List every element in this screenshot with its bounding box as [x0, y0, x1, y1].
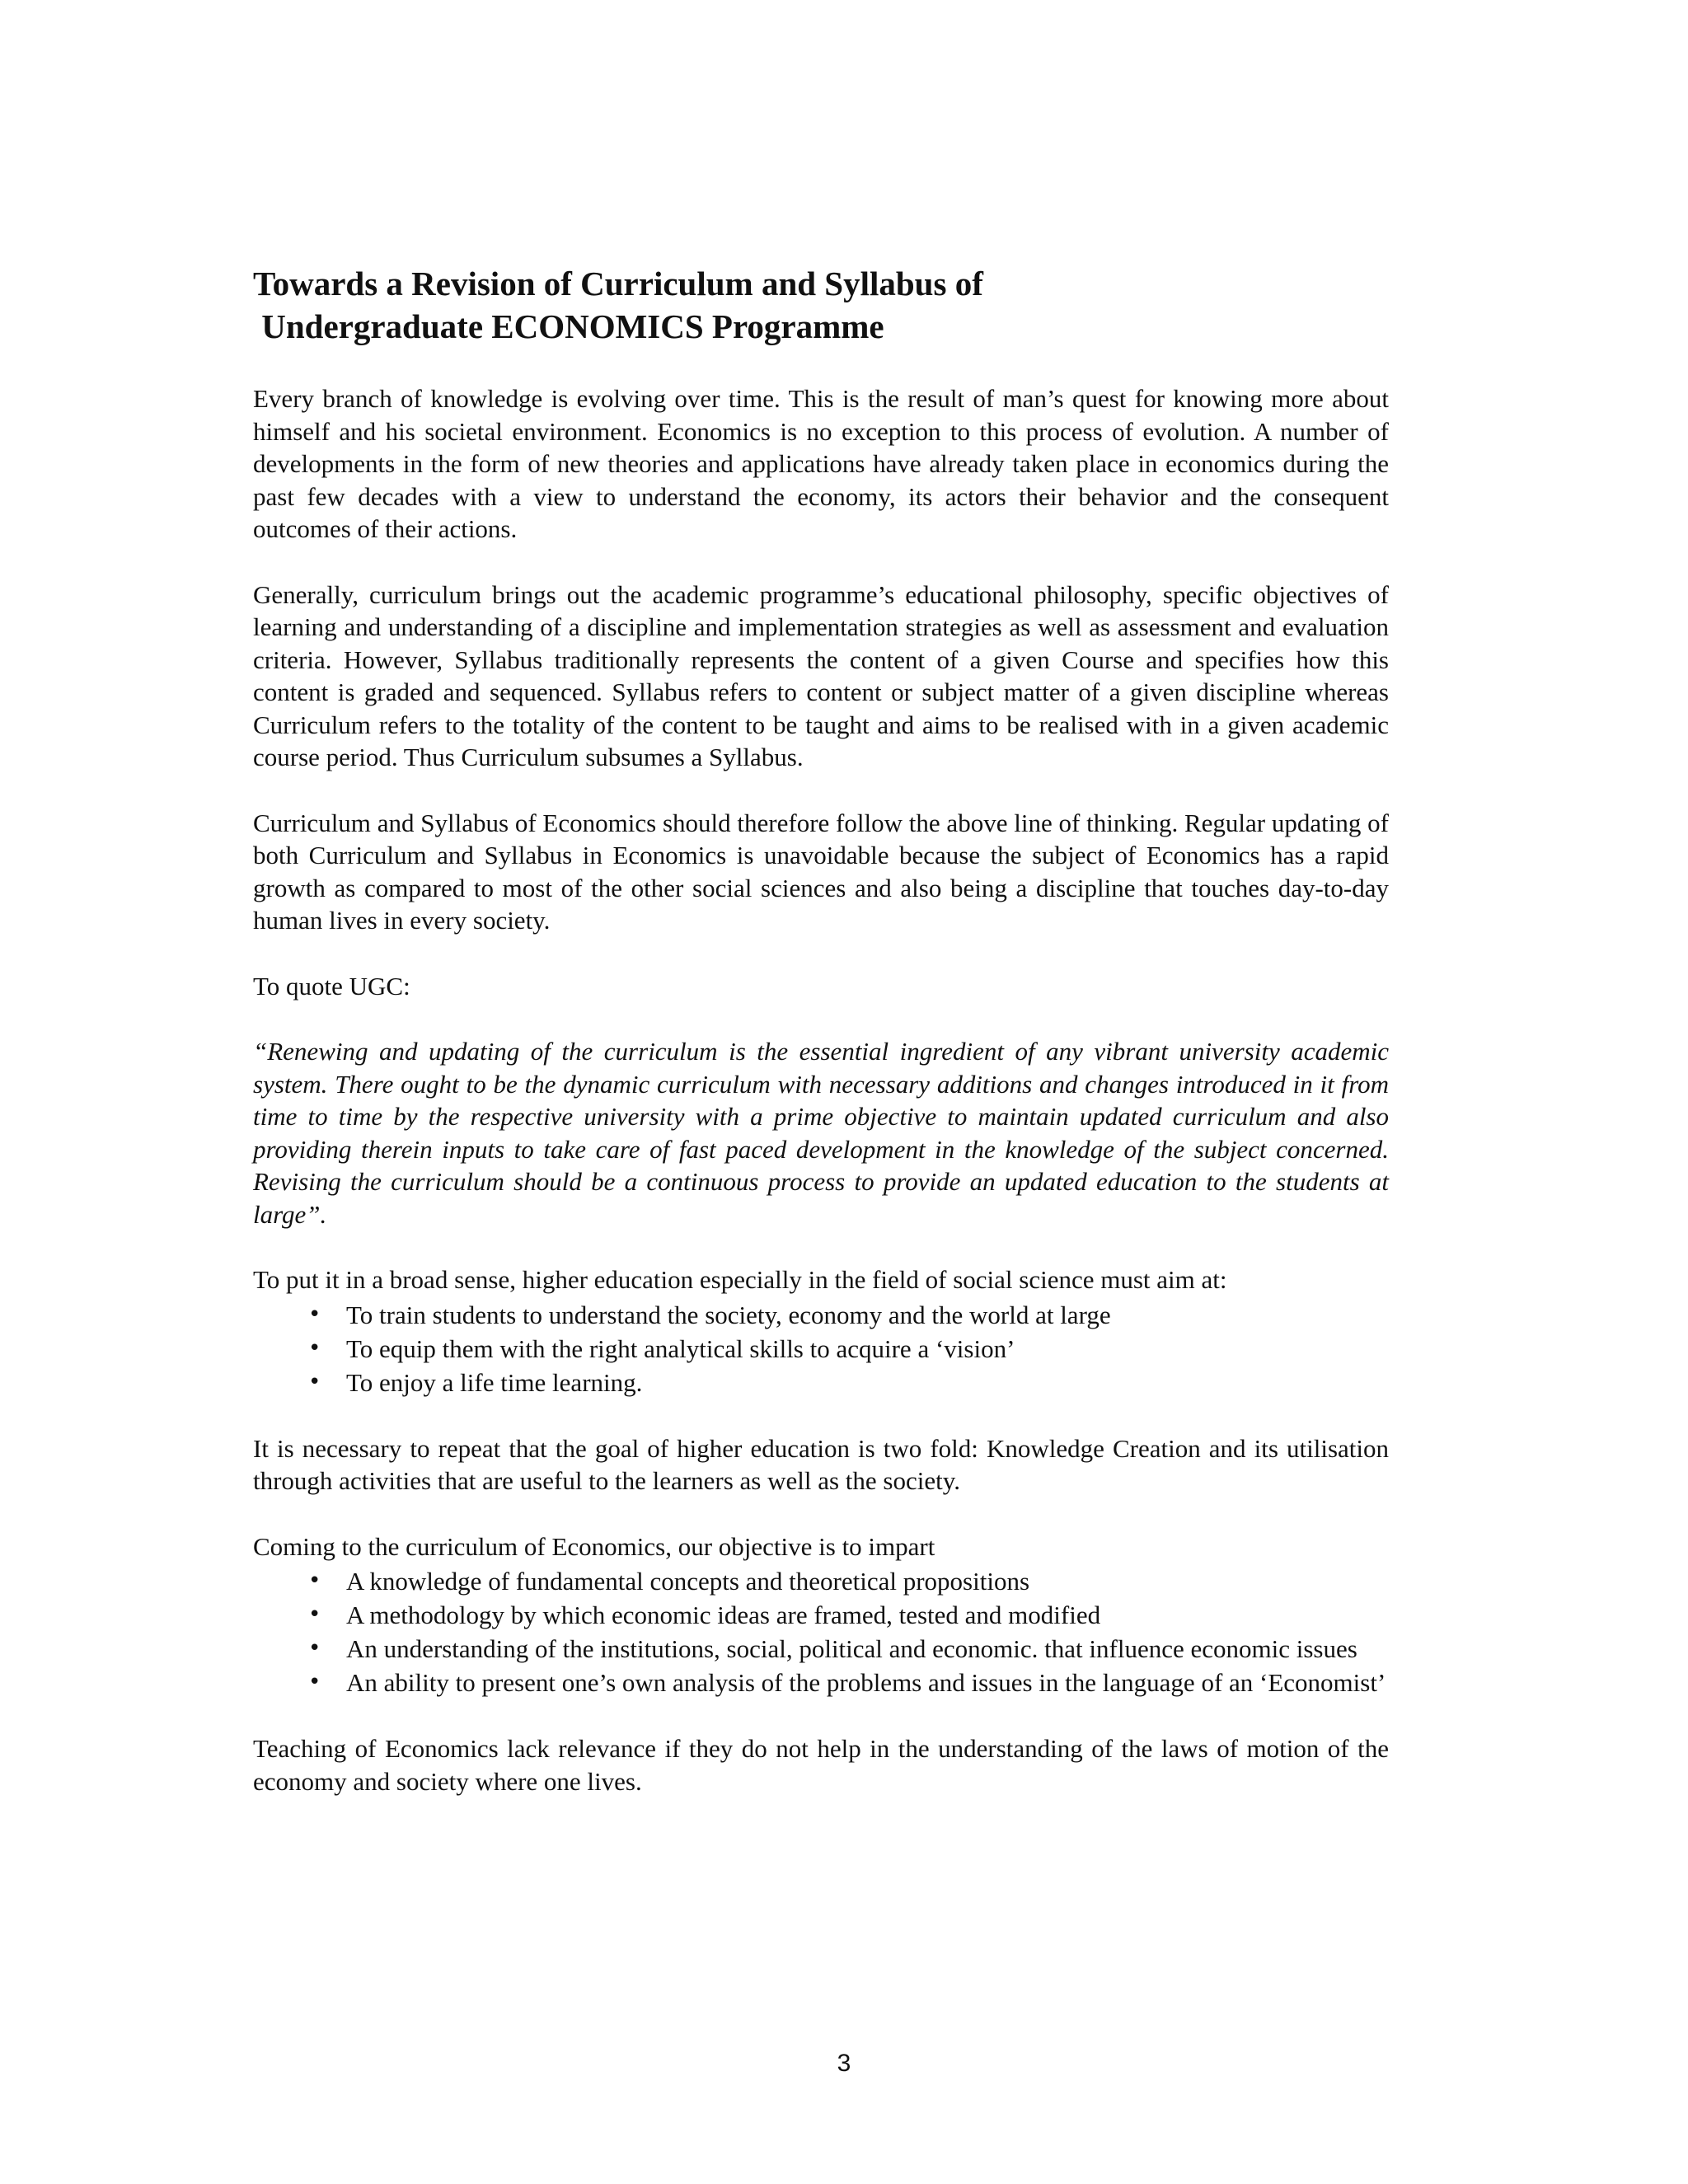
paragraph-evolution: Every branch of knowledge is evolving over time. This is the result of man’s quest for knowing more about himself and his societal environment. Economics is no exception to this process of evolution. A number of developments in the form of new theories and applications have already taken place in economics during the past few decades with a view to understand the economy, its actors their behavior and the consequent outcomes of their actions. — [253, 384, 1389, 543]
list-item — [253, 1366, 1389, 1399]
document-title — [253, 262, 1389, 348]
bullet-icon: • — [308, 1636, 321, 1661]
paragraph-curriculum-definition: Generally, curriculum brings out the academic programme’s educational philosophy, specific objectives of learning and understanding of a discipline and implementation strategies as well as assessment and evaluation criteria. However, Syllabus traditionally represents the content of a given Course and specifies how this content is graded and sequenced. Syllabus refers to content or subject matter of a given discipline whereas Curriculum refers to the totality of the content to be taught and aims to be realised with in a given academic course period. Thus Curriculum subsumes a Syllabus. — [253, 579, 1389, 771]
list-item — [253, 1332, 1389, 1366]
paragraph-closing: Teaching of Economics lack relevance if they do not help in the understanding of the laws of motion of the economy and society where one lives. — [253, 1734, 1389, 1796]
list-item — [253, 1298, 1389, 1332]
list-item-text: To train students to understand the society, economy and the world at large — [346, 1300, 1111, 1329]
paragraph-goal: It is necessary to repeat that the goal of higher education is two fold: Knowledge Creation and its utilisation through activities that are useful to the learners as well as the society. — [253, 1433, 1389, 1495]
bullet-icon: • — [308, 1670, 321, 1694]
bullet-icon: • — [308, 1335, 321, 1361]
page-number: 3 — [837, 2050, 851, 2077]
paragraph-updating: Curriculum and Syllabus of Economics should therefore follow the above line of thinking. Regular updating of both Curriculum and Syllabus in Economics is unavoidable because the subject of Economics has a rapid growth as compared to most of the other social sciences and also being a discipline that touches day-to-day human lives in every society. — [253, 808, 1389, 935]
bullet-icon: • — [308, 1369, 321, 1394]
list-item-text: A methodology by which economic ideas are framed, tested and modified — [346, 1601, 1101, 1629]
bullet-icon: • — [308, 1602, 321, 1627]
list-item — [253, 1598, 1389, 1632]
title-line-1: Towards a Revision of Curriculum and Syllabus of — [253, 265, 983, 302]
bullet-icon: • — [308, 1568, 321, 1593]
objectives-list — [253, 1564, 1389, 1699]
bullet-icon: • — [308, 1301, 321, 1327]
list-item-text: An ability to present one’s own analysis of the problems and issues in the language of an ‘Economist’ — [346, 1668, 1386, 1697]
document-page — [253, 262, 1389, 1830]
list-item-text: To equip them with the right analytical skills to acquire a ‘vision’ — [346, 1333, 1015, 1363]
list-item — [253, 1564, 1389, 1598]
list-item — [253, 1666, 1389, 1699]
title-line-2: Undergraduate ECONOMICS Programme — [253, 307, 884, 345]
list-item-text: To enjoy a life time learning. — [346, 1367, 643, 1397]
ugc-quote: “Renewing and updating of the curriculum is the essential ingredient of any vibrant university academic system. There ought to be the dynamic curriculum with necessary additions and changes introduced in it from time to time by the respective university with a prime objective to maintain updated curriculum and also providing therein inputs to take care of fast paced development in the knowledge of the subject concerned. Revising the curriculum should be a continuous process to provide an updated education to the students at large”. — [253, 1037, 1389, 1229]
list-item-text: An understanding of the institutions, social, political and economic. that influence economic issues — [346, 1634, 1357, 1663]
objectives-intro: Coming to the curriculum of Economics, our objective is to impart — [253, 1531, 935, 1561]
aims-list — [253, 1298, 1389, 1399]
paragraph-quote-intro: To quote UGC: — [253, 971, 410, 1001]
list-item — [253, 1632, 1389, 1666]
list-item-text: A knowledge of fundamental concepts and theoretical propositions — [346, 1567, 1030, 1596]
aims-intro: To put it in a broad sense, higher education especially in the field of social science must aim at: — [253, 1265, 1227, 1294]
